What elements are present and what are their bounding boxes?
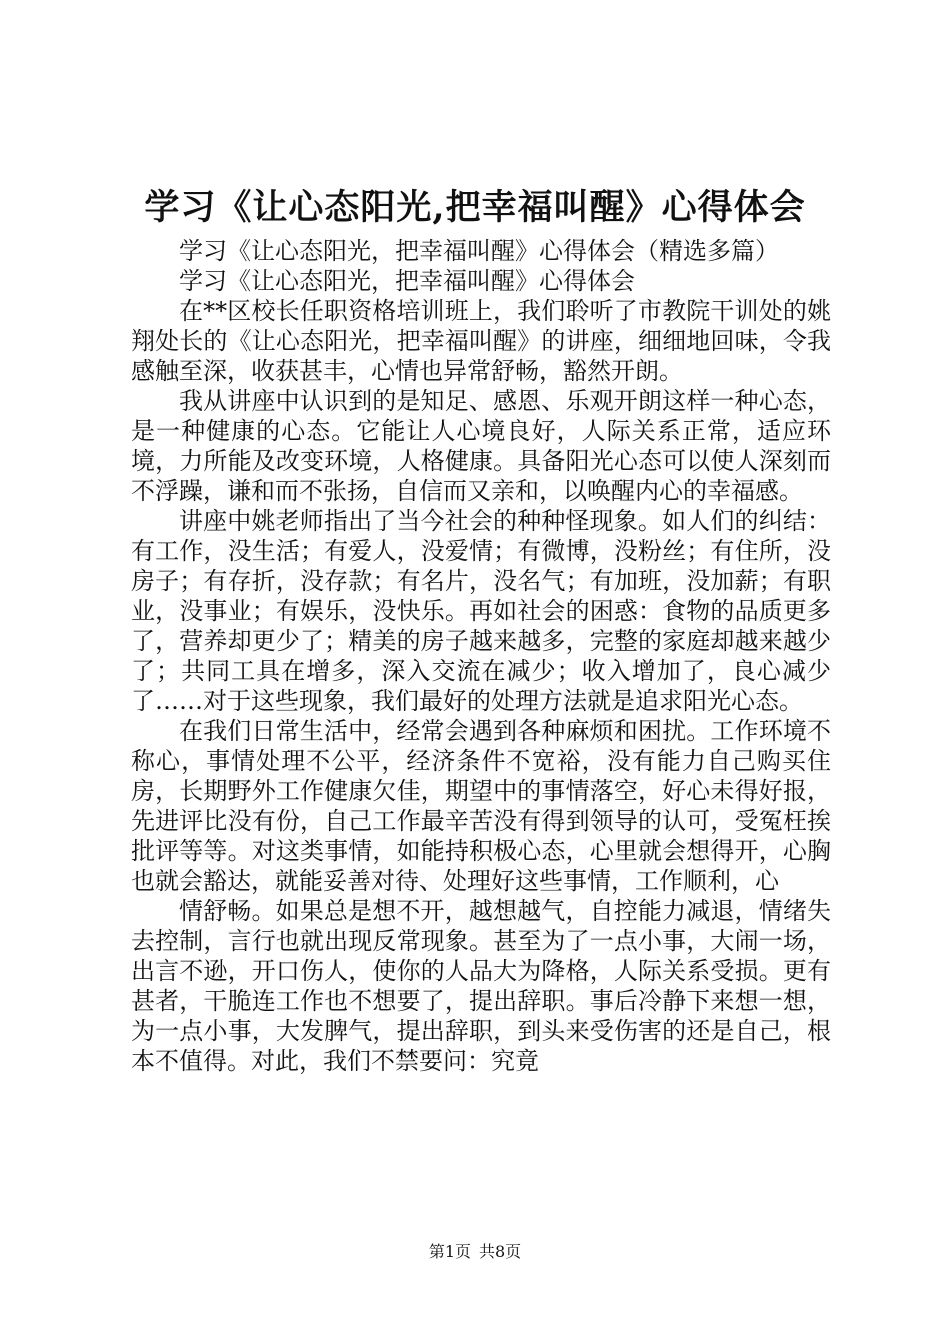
page-total: 共8页 [479, 1242, 522, 1261]
body-paragraph: 情舒畅。如果总是想不开，越想越气，自控能力减退，情绪失去控制，言行也就出现反常现象。甚至为了一点小事，大闹一场，出言不逊，开口伤人，使你的人品大为降格，人际关系受损。更有甚者，干脆连工作也不想要了，提出辞职。事后冷静下来想一想，为一点小事，大发脾气，提出辞职，到头来受伤害的还是自己，根本不值得。对此，我们不禁要问：究竟 [131, 897, 831, 1075]
body-paragraph: 讲座中姚老师指出了当今社会的种种怪现象。如人们的纠结：有工作，没生活；有爱人，没爱情；有微博，没粉丝；有住所，没房子；有存折，没存款；有名片，没名气；有加班，没加薪；有职业，没事业；有娱乐，没快乐。再如社会的困惑：食物的品质更多了，营养却更少了；精美的房子越来越多，完整的家庭却越来越少了；共同工具在增多，深入交流在减少；收入增加了，良心减少了……对于这些现象，我们最好的处理方法就是追求阳光心态。 [131, 507, 831, 715]
page-number: 第1页 [428, 1242, 471, 1261]
subtitle-paragraph: 学习《让心态阳光，把幸福叫醒》心得体会（精选多篇） [179, 237, 779, 265]
page-footer [0, 1242, 950, 1262]
document-body [131, 236, 831, 1076]
body-paragraph: 在**区校长任职资格培训班上，我们聆听了市教院干训处的姚翔处长的《让心态阳光，把幸福叫醒》的讲座，细细地回味，令我感触至深，收获甚丰，心情也异常舒畅，豁然开朗。 [131, 297, 831, 385]
body-paragraph: 我从讲座中认识到的是知足、感恩、乐观开朗这样一种心态，是一种健康的心态。它能让人心境良好，人际关系正常，适应环境，力所能及改变环境，人格健康。具备阳光心态可以使人深刻而不浮躁，谦和而不张扬，自信而又亲和，以唤醒内心的幸福感。 [131, 387, 831, 505]
section-heading-paragraph: 学习《让心态阳光，把幸福叫醒》心得体会 [179, 267, 635, 295]
body-paragraph: 在我们日常生活中，经常会遇到各种麻烦和困扰。工作环境不称心，事情处理不公平，经济条件不宽裕，没有能力自己购买住房，长期野外工作健康欠佳，期望中的事情落空，好心未得好报，先进评比没有份，自己工作最辛苦没有得到领导的认可，受冤枉挨批评等等。对这类事情，如能持积极心态，心里就会想得开，心胸也就会豁达，就能妥善对待、处理好这些事情，工作顺利，心 [131, 717, 831, 895]
document-title: 学习《让心态阳光,把幸福叫醒》心得体会 [144, 187, 806, 228]
